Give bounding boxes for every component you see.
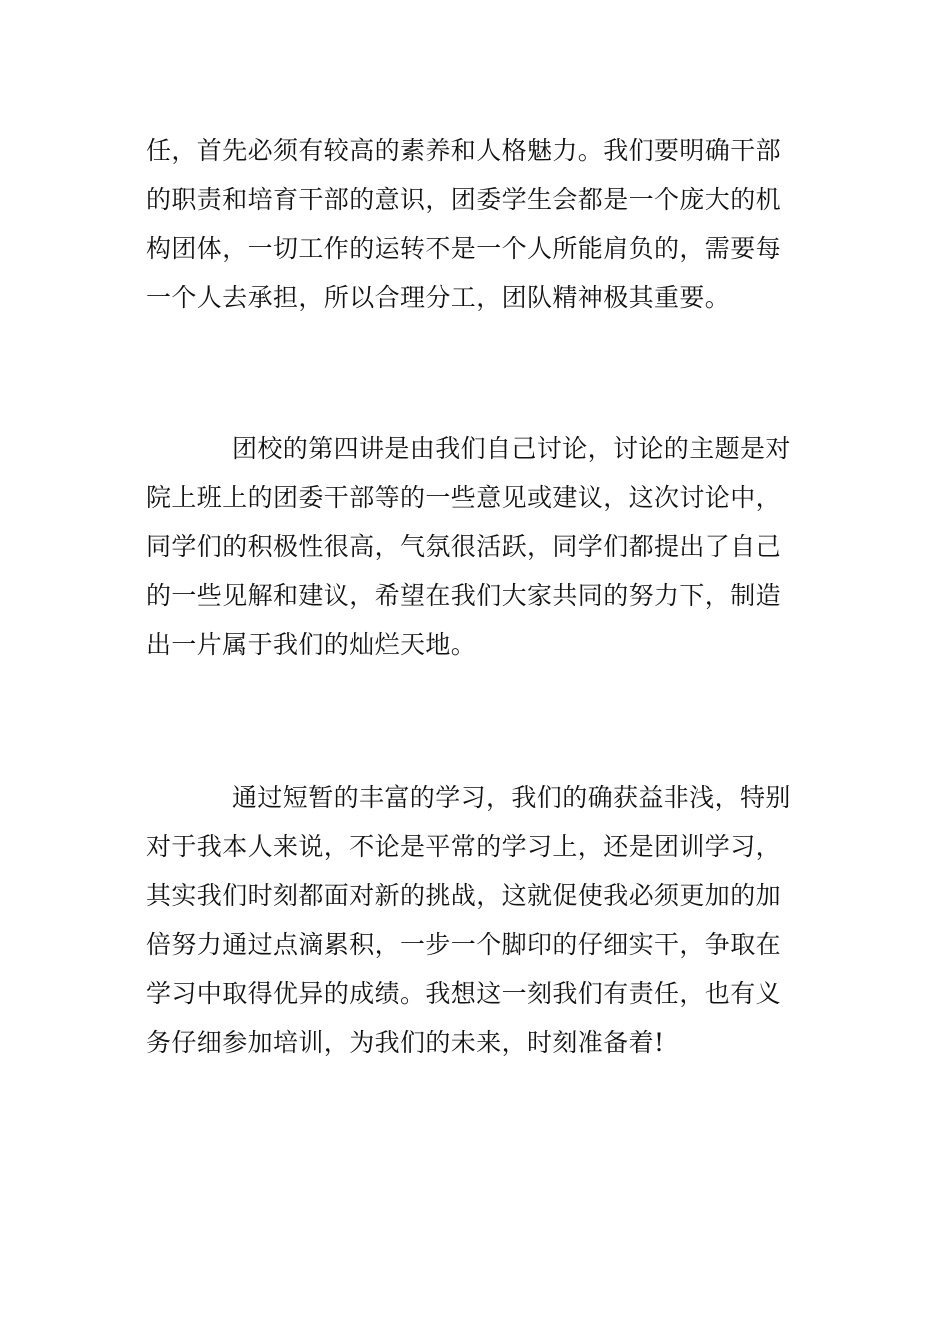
paragraph-line: 的职责和培育干部的意识，团委学生会都是一个庞大的机 — [146, 185, 782, 214]
paragraph-3 — [146, 773, 806, 1067]
paragraph-line: 务仔细参加培训，为我们的未来，时刻准备着! — [146, 1028, 665, 1057]
paragraph-line: 其实我们时刻都面对新的挑战，这就促使我必须更加的加 — [146, 881, 782, 910]
paragraph-1 — [146, 126, 806, 322]
paragraph-line: 通过短暂的丰富的学习，我们的确获益非浅，特别 — [232, 783, 791, 812]
paragraph-line: 对于我本人来说，不论是平常的学习上，还是团训学习， — [146, 832, 782, 861]
paragraph-line: 一个人去承担，所以合理分工，团队精神极其重要。 — [146, 283, 731, 312]
paragraph-line: 构团体，一切工作的运转不是一个人所能肩负的，需要每 — [146, 234, 782, 263]
paragraph-line: 的一些见解和建议，希望在我们大家共同的努力下，制造 — [146, 581, 782, 610]
paragraph-line: 任，首先必须有较高的素养和人格魅力。我们要明确干部 — [146, 136, 782, 165]
paragraph-line: 出一片属于我们的灿烂天地。 — [146, 630, 477, 659]
paragraph-line: 院上班上的团委干部等的一些意见或建议，这次讨论中， — [146, 483, 782, 512]
paragraph-line: 倍努力通过点滴累积，一步一个脚印的仔细实干，争取在 — [146, 930, 782, 959]
paragraph-line: 团校的第四讲是由我们自己讨论，讨论的主题是对 — [232, 434, 791, 463]
paragraph-2 — [146, 424, 806, 669]
paragraph-line: 学习中取得优异的成绩。我想这一刻我们有责任，也有义 — [146, 979, 782, 1008]
paragraph-line: 同学们的积极性很高，气氛很活跃，同学们都提出了自己 — [146, 532, 782, 561]
